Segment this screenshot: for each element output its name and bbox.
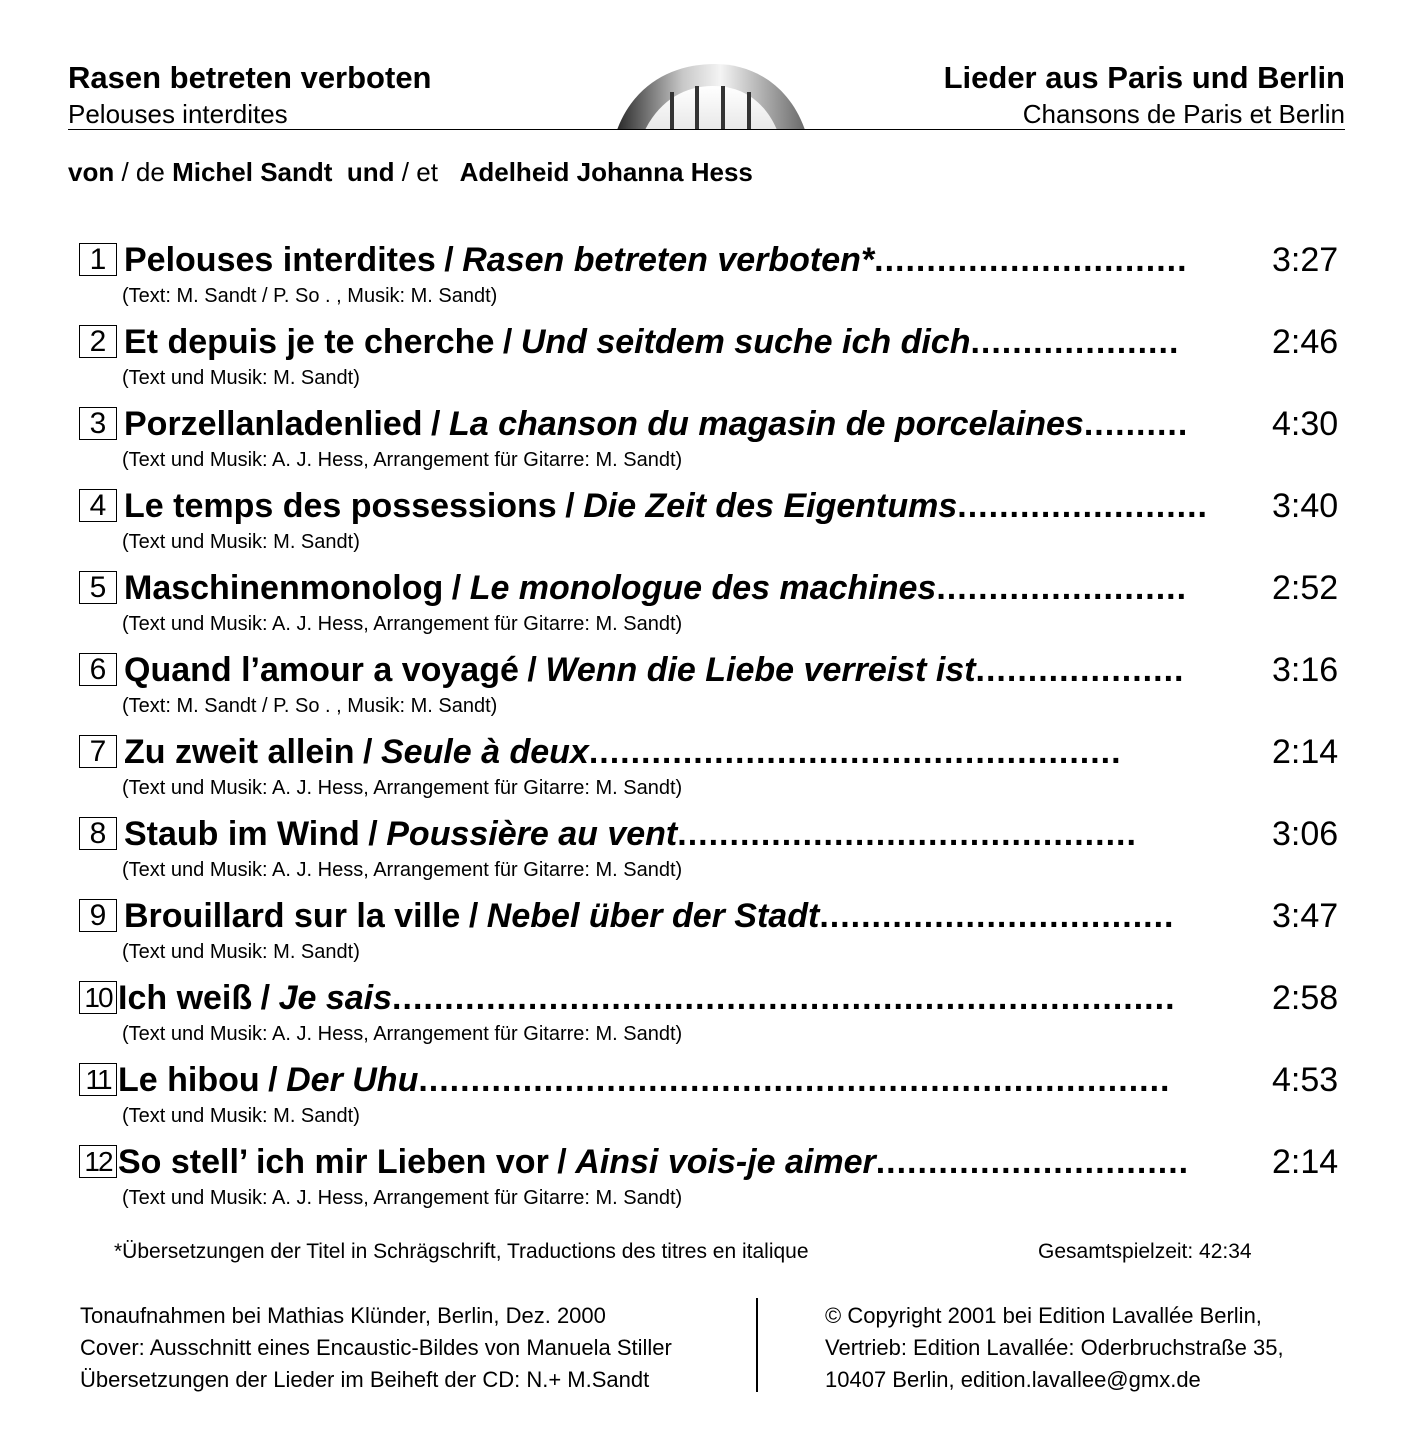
- footer-divider: [756, 1298, 758, 1392]
- authors-von: von: [68, 157, 115, 187]
- track-translation: Poussière au vent: [386, 815, 678, 853]
- track-row: [0, 567, 1413, 649]
- track-separator: /: [502, 323, 513, 361]
- track-translation: Der Uhu: [286, 1061, 419, 1099]
- track-leader-dots: ..............................: [875, 1143, 1190, 1181]
- track-row: [0, 977, 1413, 1059]
- translation-footnote: *Übersetzungen der Titel in Schrägschrift, Traductions des titres en italique: [114, 1240, 809, 1263]
- track-separator: /: [565, 487, 575, 525]
- copyright-line: © Copyright 2001 bei Edition Lavallée Berlin,: [825, 1303, 1262, 1328]
- track-number: 9: [79, 899, 117, 932]
- track-title-line: [124, 485, 1232, 527]
- track-credit: (Text und Musik: M. Sandt): [122, 367, 360, 389]
- track-duration: 3:27: [1272, 241, 1339, 279]
- authors-et: / et: [401, 157, 438, 187]
- track-translation: Und seitdem suche ich dich: [520, 323, 971, 361]
- title-german: Rasen betreten verboten: [68, 60, 432, 95]
- track-number: 10: [79, 981, 117, 1014]
- track-credit: (Text: M. Sandt / P. So . , Musik: M. Sandt): [122, 285, 498, 307]
- track-title-line: [118, 1059, 1232, 1101]
- track-leader-dots: ..............................: [874, 241, 1188, 279]
- track-leader-dots: ..........: [1083, 405, 1189, 443]
- track-separator: /: [444, 241, 454, 279]
- track-credit: (Text und Musik: M. Sandt): [122, 941, 360, 963]
- track-duration: 3:40: [1272, 487, 1339, 525]
- copyright-block: [825, 1300, 1284, 1396]
- track-translation: Ainsi vois-je aimer: [575, 1143, 876, 1181]
- header-divider: [68, 129, 1345, 130]
- track-number: 11: [79, 1063, 117, 1096]
- track-duration: 2:14: [1272, 1143, 1339, 1181]
- track-row: [0, 321, 1413, 403]
- album-title-french: Chansons de Paris et Berlin: [1022, 99, 1345, 129]
- authors-de: / de: [121, 157, 165, 187]
- track-title-line: [118, 977, 1232, 1019]
- track-title-line: [124, 567, 1232, 609]
- track-duration: 2:58: [1272, 979, 1339, 1017]
- track-row: [0, 731, 1413, 813]
- track-title: Porzellanladenlied: [124, 405, 423, 443]
- track-title: Pelouses interdites: [124, 241, 436, 279]
- track-number: 7: [79, 735, 117, 768]
- track-title-line: [124, 321, 1232, 363]
- copyright-line: Vertrieb: Edition Lavallée: Oderbruchstraße 35,: [825, 1335, 1284, 1360]
- track-row: [0, 485, 1413, 567]
- track-duration: 4:53: [1272, 1061, 1339, 1099]
- track-separator: /: [362, 733, 373, 771]
- track-title: Quand l’amour a voyagé: [124, 651, 519, 689]
- track-title: Et depuis je te cherche: [124, 323, 495, 361]
- authors-und: und: [346, 157, 395, 187]
- track-credit: (Text und Musik: A. J. Hess, Arrangement für Gitarre: M. Sandt): [122, 1023, 683, 1045]
- track-separator: /: [557, 1143, 567, 1181]
- track-translation: Nebel über der Stadt: [486, 897, 820, 935]
- track-number: 1: [79, 243, 117, 276]
- track-translation: Wenn die Liebe verreist ist: [545, 651, 976, 689]
- track-translation: Rasen betreten verboten*: [462, 241, 875, 279]
- track-duration: 3:16: [1272, 651, 1339, 689]
- track-title: Zu zweit allein: [124, 733, 355, 771]
- track-leader-dots: ...................................................: [588, 733, 1122, 771]
- track-separator: /: [268, 1061, 278, 1099]
- track-number: 3: [79, 407, 117, 440]
- track-title-line: [124, 895, 1232, 937]
- track-title-line: [124, 731, 1232, 773]
- track-translation: La chanson du magasin de porcelaines: [448, 405, 1084, 443]
- track-separator: /: [468, 897, 479, 935]
- track-title: Le temps des possessions: [124, 487, 557, 525]
- track-credit: (Text und Musik: A. J. Hess, Arrangement für Gitarre: M. Sandt): [122, 1187, 683, 1209]
- track-title: Ich weiß: [118, 979, 253, 1017]
- track-leader-dots: ........................: [957, 487, 1208, 525]
- track-separator: /: [368, 815, 378, 853]
- track-leader-dots: ........................: [936, 569, 1188, 607]
- track-translation: Je sais: [278, 979, 393, 1017]
- track-credit: (Text: M. Sandt / P. So . , Musik: M. Sandt): [122, 695, 498, 717]
- track-duration: 2:14: [1272, 733, 1339, 771]
- track-title: So stell’ ich mir Lieben vor: [118, 1143, 549, 1181]
- track-separator: /: [431, 405, 441, 443]
- track-number: 8: [79, 817, 117, 850]
- track-title-line: [118, 1141, 1232, 1183]
- authors-line: [68, 157, 753, 188]
- author-michel-sandt: Michel Sandt: [172, 157, 333, 187]
- track-number: 6: [79, 653, 117, 686]
- track-credit: (Text und Musik: A. J. Hess, Arrangement für Gitarre: M. Sandt): [122, 613, 683, 635]
- track-title-line: [124, 813, 1232, 855]
- track-number: 2: [79, 325, 117, 358]
- credit-line: Cover: Ausschnitt eines Encaustic-Bildes von Manuela Stiller: [80, 1335, 672, 1360]
- track-title-line: [124, 649, 1232, 691]
- track-duration: 2:52: [1272, 569, 1339, 607]
- track-duration: 2:46: [1272, 323, 1339, 361]
- track-title-line: [124, 239, 1232, 281]
- track-row: [0, 239, 1413, 321]
- copyright-line: 10407 Berlin, edition.lavallee@gmx.de: [825, 1367, 1201, 1392]
- track-separator: /: [451, 569, 462, 607]
- track-translation: Die Zeit des Eigentums: [583, 487, 958, 525]
- track-title: Staub im Wind: [124, 815, 360, 853]
- track-separator: /: [260, 979, 271, 1017]
- credit-line: Tonaufnahmen bei Mathias Klünder, Berlin, Dez. 2000: [80, 1303, 606, 1328]
- track-leader-dots: ............................................: [677, 815, 1137, 853]
- track-title: Le hibou: [118, 1061, 260, 1099]
- track-credit: (Text und Musik: A. J. Hess, Arrangement für Gitarre: M. Sandt): [122, 777, 683, 799]
- recording-credits: [80, 1300, 672, 1396]
- track-number: 4: [79, 489, 117, 522]
- track-number: 12: [79, 1145, 117, 1178]
- track-duration: 3:47: [1272, 897, 1339, 935]
- track-row: [0, 1141, 1413, 1223]
- track-translation: Seule à deux: [380, 733, 589, 771]
- track-title: Maschinenmonolog: [124, 569, 444, 607]
- track-credit: (Text und Musik: M. Sandt): [122, 1105, 360, 1127]
- album-title-german: Lieder aus Paris und Berlin: [943, 60, 1345, 95]
- track-leader-dots: ....................: [970, 323, 1180, 361]
- total-playing-time: Gesamtspielzeit: 42:34: [1038, 1240, 1252, 1263]
- track-separator: /: [527, 651, 537, 689]
- track-row: [0, 1059, 1413, 1141]
- track-number: 5: [79, 571, 117, 604]
- credit-line: Übersetzungen der Lieder im Beiheft der CD: N.+ M.Sandt: [80, 1367, 650, 1392]
- author-adelheid-hess: Adelheid Johanna Hess: [459, 157, 753, 187]
- track-row: [0, 813, 1413, 895]
- track-leader-dots: ........................................................................: [418, 1061, 1171, 1099]
- track-credit: (Text und Musik: M. Sandt): [122, 531, 360, 553]
- track-row: [0, 403, 1413, 485]
- track-title-line: [124, 403, 1232, 445]
- track-leader-dots: ....................: [975, 651, 1185, 689]
- track-duration: 4:30: [1272, 405, 1339, 443]
- track-row: [0, 649, 1413, 731]
- track-credit: (Text und Musik: A. J. Hess, Arrangement für Gitarre: M. Sandt): [122, 449, 683, 471]
- title-french: Pelouses interdites: [68, 99, 288, 129]
- track-row: [0, 895, 1413, 977]
- track-leader-dots: ...........................................................................: [392, 979, 1176, 1017]
- track-translation: Le monologue des machines: [469, 569, 937, 607]
- track-title: Brouillard sur la ville: [124, 897, 461, 935]
- track-credit: (Text und Musik: A. J. Hess, Arrangement für Gitarre: M. Sandt): [122, 859, 683, 881]
- track-leader-dots: ..................................: [819, 897, 1175, 935]
- arch-bridge-logo: [615, 62, 807, 132]
- track-duration: 3:06: [1272, 815, 1339, 853]
